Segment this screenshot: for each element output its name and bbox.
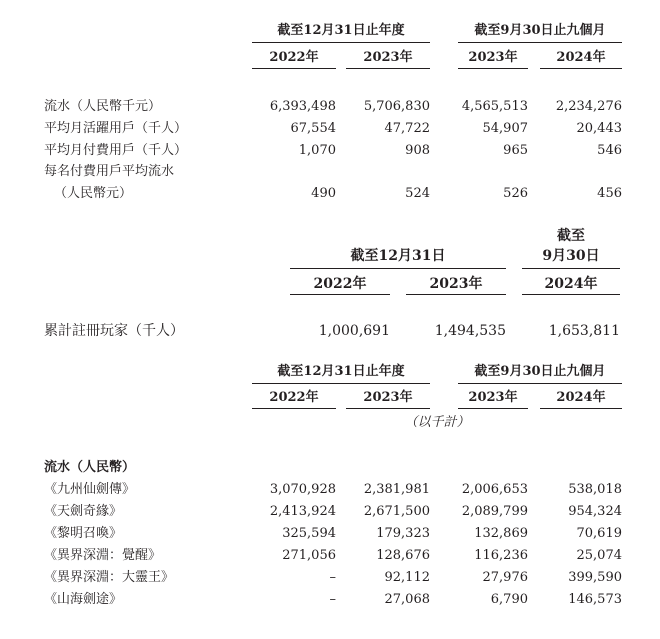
- game-label: 《山海劍途》: [44, 592, 123, 607]
- cell: 5,706,830: [363, 99, 430, 114]
- year-header: 2023年: [363, 50, 413, 65]
- row-label-registered-players: 累計註冊玩家（千人）: [44, 323, 184, 339]
- year-header: 2024年: [544, 276, 598, 292]
- header-as-of: 截至: [557, 228, 585, 244]
- cell: 2,006,653: [461, 482, 528, 497]
- cell: 1,653,811: [548, 323, 620, 339]
- cell: 6,393,498: [269, 99, 336, 114]
- cell: 1,494,535: [434, 323, 506, 339]
- divider: [290, 268, 506, 269]
- cell: 456: [597, 186, 622, 201]
- divider: [458, 408, 528, 409]
- cell: 67,554: [290, 121, 336, 136]
- cell: 325,594: [282, 526, 336, 541]
- cell: 6,790: [490, 592, 528, 607]
- cell: 47,722: [384, 121, 430, 136]
- cell: 116,236: [474, 548, 528, 563]
- cell: 490: [311, 186, 336, 201]
- year-header: 2023年: [363, 390, 413, 405]
- cell: 954,324: [568, 504, 622, 519]
- cell: –: [329, 570, 336, 585]
- game-label: 《異界深淵：覺醒》: [44, 548, 162, 563]
- game-label: 《黎明召喚》: [44, 526, 123, 541]
- cell: 3,070,928: [269, 482, 336, 497]
- divider: [540, 408, 622, 409]
- row-label-arppu-unit: （人民幣元）: [54, 186, 133, 201]
- header-as-of-sep30: 9月30日: [542, 248, 600, 264]
- year-header: 2024年: [556, 390, 606, 405]
- divider: [346, 68, 430, 69]
- divider: [522, 268, 620, 269]
- cell: 70,619: [576, 526, 622, 541]
- header-as-of-dec31: 截至12月31日: [350, 248, 446, 264]
- cell: 4,565,513: [461, 99, 528, 114]
- cell: 132,869: [474, 526, 528, 541]
- cell: 546: [597, 143, 622, 158]
- year-header: 2023年: [429, 276, 483, 292]
- divider: [290, 294, 390, 295]
- header-nine-months-sep30: 截至9月30日止九個月: [474, 364, 606, 379]
- divider: [252, 383, 430, 384]
- divider: [458, 68, 528, 69]
- row-label-mau: 平均月活躍用戶（千人）: [44, 121, 188, 136]
- cell: 271,056: [282, 548, 336, 563]
- cell: 54,907: [482, 121, 528, 136]
- divider: [540, 68, 622, 69]
- cell: 538,018: [568, 482, 622, 497]
- cell: 1,000,691: [318, 323, 390, 339]
- game-label: 《天劍奇緣》: [44, 504, 123, 519]
- divider: [252, 408, 336, 409]
- year-header: 2022年: [269, 390, 319, 405]
- year-header: 2023年: [468, 50, 518, 65]
- divider: [522, 294, 620, 295]
- cell: 965: [503, 143, 528, 158]
- cell: 524: [405, 186, 430, 201]
- cell: 27,976: [482, 570, 528, 585]
- year-header: 2022年: [269, 50, 319, 65]
- cell: 908: [405, 143, 430, 158]
- row-label-arppu: 每名付費用戶平均流水: [44, 164, 175, 179]
- divider: [406, 294, 506, 295]
- game-label: 《異界深淵：大靈王》: [44, 570, 175, 585]
- cell: 20,443: [576, 121, 622, 136]
- cell: 179,323: [376, 526, 430, 541]
- cell: 2,234,276: [555, 99, 622, 114]
- cell: 25,074: [576, 548, 622, 563]
- header-year-ended-dec31: 截至12月31日止年度: [277, 23, 405, 38]
- cell: 2,089,799: [461, 504, 528, 519]
- year-header: 2024年: [556, 50, 606, 65]
- cell: –: [329, 592, 336, 607]
- cell: 2,381,981: [363, 482, 430, 497]
- row-label-gross-billings: 流水（人民幣千元）: [44, 99, 162, 114]
- header-year-ended-dec31: 截至12月31日止年度: [277, 364, 405, 379]
- section-title-billings: 流水（人民幣）: [44, 460, 136, 475]
- cell: 1,070: [298, 143, 336, 158]
- cell: 146,573: [568, 592, 622, 607]
- cell: 27,068: [384, 592, 430, 607]
- cell: 2,671,500: [363, 504, 430, 519]
- cell: 2,413,924: [269, 504, 336, 519]
- game-label: 《九州仙劍傳》: [44, 482, 136, 497]
- cell: 128,676: [376, 548, 430, 563]
- year-header: 2023年: [468, 390, 518, 405]
- cell: 92,112: [384, 570, 430, 585]
- divider: [458, 383, 622, 384]
- cell: 526: [503, 186, 528, 201]
- divider: [346, 408, 430, 409]
- header-nine-months-sep30: 截至9月30日止九個月: [474, 23, 606, 38]
- unit-note: （以千計）: [404, 415, 470, 430]
- row-label-mpu: 平均月付費用戶（千人）: [44, 143, 188, 158]
- year-header: 2022年: [313, 276, 367, 292]
- divider: [252, 68, 336, 69]
- divider: [252, 42, 430, 43]
- divider: [458, 42, 622, 43]
- cell: 399,590: [568, 570, 622, 585]
